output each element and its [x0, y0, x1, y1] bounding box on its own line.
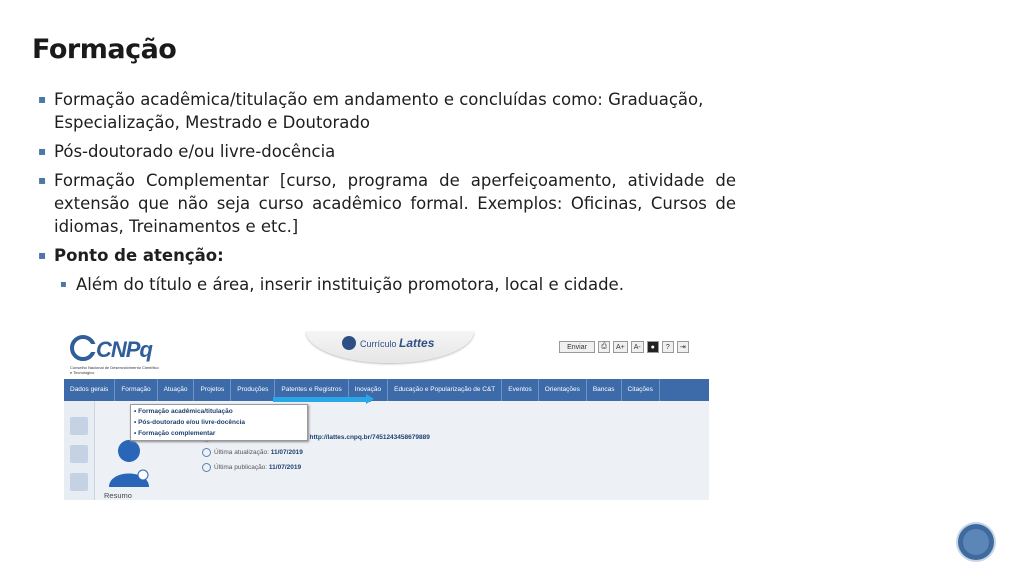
nav-item-citacoes[interactable]: Citações	[622, 379, 660, 401]
nav-item-projetos[interactable]: Projetos	[194, 379, 231, 401]
print-icon[interactable]: ⎙	[598, 341, 610, 353]
badge-inner-circle	[963, 529, 989, 555]
nav-item-producoes[interactable]: Produções	[231, 379, 275, 401]
bullet-text: Ponto de atenção:	[54, 246, 224, 265]
resumo-heading[interactable]: Resumo	[104, 491, 132, 500]
update-icon	[202, 448, 211, 457]
nav-item-formacao[interactable]: Formação	[115, 379, 157, 401]
square-bullet-icon: ▪	[60, 279, 67, 290]
bullet-item	[36, 88, 736, 134]
sub-bullet-item	[58, 273, 736, 296]
toolbar	[559, 341, 689, 355]
square-bullet-icon: ▪	[38, 248, 47, 262]
square-bullet-icon: ▪	[38, 173, 47, 187]
send-button[interactable]: Enviar	[559, 341, 595, 353]
last-publication-row	[202, 463, 301, 472]
bullet-text: Formação acadêmica/titulação em andamento e concluídas como: Graduação, Especialização, Mestrado e Doutorado	[54, 90, 704, 132]
cnpq-logo	[70, 335, 160, 375]
exit-button[interactable]: ⇥	[677, 341, 689, 353]
cv-address-link[interactable]: http://lattes.cnpq.br/7451243458679889	[309, 434, 430, 442]
square-bullet-icon: ▪	[38, 144, 47, 158]
font-decrease-button[interactable]: A-	[631, 341, 644, 353]
slide-number-badge	[958, 524, 994, 560]
square-bullet-icon: ▪	[38, 92, 47, 106]
cnpq-logo-text: CNPq	[96, 337, 152, 362]
curriculo-lattes-banner	[306, 331, 474, 363]
contrast-icon[interactable]: ●	[647, 341, 659, 353]
nav-item-eventos[interactable]: Eventos	[502, 379, 539, 401]
side-panel	[64, 401, 95, 500]
bullet-list	[36, 88, 736, 302]
nav-item-dados-gerais[interactable]: Dados gerais	[64, 379, 115, 401]
slide-title: Formação	[32, 34, 177, 65]
banner-prefix: Currículo	[360, 339, 397, 349]
bullet-item	[36, 169, 736, 238]
banner-name: Lattes	[399, 336, 435, 350]
bullet-text: Formação Complementar [curso, programa de aperfeiçoamento, atividade de extensão que não seja curso acadêmico formal. Exemplos: Oficinas, Cursos de idiomas, Treinamentos e etc.]	[54, 171, 736, 236]
avatar	[105, 435, 153, 487]
id-card-icon[interactable]	[70, 473, 88, 491]
nav-item-educacao[interactable]: Educação e Popularização de C&T	[388, 379, 502, 401]
menu-item-formacao-academica[interactable]: • Formação acadêmica/titulação	[134, 408, 233, 415]
star-icon[interactable]	[70, 417, 88, 435]
font-increase-button[interactable]: A+	[613, 341, 628, 353]
cnpq-logo-mark-icon	[70, 335, 96, 361]
nav-item-bancas[interactable]: Bancas	[587, 379, 622, 401]
lattes-logo-icon	[342, 336, 356, 350]
publication-icon	[202, 463, 211, 472]
bullet-text: Pós-doutorado e/ou livre-docência	[54, 142, 336, 161]
last-update-label: Última atualização:	[214, 449, 269, 457]
main-navbar	[64, 379, 709, 401]
help-button[interactable]: ?	[662, 341, 674, 353]
last-update-row	[202, 448, 303, 457]
bullet-item	[36, 244, 736, 267]
document-icon[interactable]	[70, 445, 88, 463]
menu-item-pos-doutorado[interactable]: • Pós-doutorado e/ou livre-docência	[134, 419, 245, 426]
nav-item-patentes[interactable]: Patentes e Registros	[275, 379, 348, 401]
arrow-head-icon	[366, 394, 374, 404]
bullet-text: Além do título e área, inserir instituição promotora, local e cidade.	[76, 275, 624, 294]
formacao-dropdown-menu	[130, 404, 308, 441]
last-publication-label: Última publicação:	[214, 464, 268, 472]
lattes-label	[360, 336, 434, 350]
lattes-screenshot	[64, 331, 709, 500]
last-publication-value: 11/07/2019	[268, 464, 302, 472]
nav-item-atuacao[interactable]: Atuação	[158, 379, 195, 401]
arrow-annotation	[273, 397, 371, 402]
menu-item-formacao-complementar[interactable]: • Formação complementar	[134, 430, 216, 437]
bullet-item	[36, 140, 736, 163]
nav-item-inovacao[interactable]: Inovação	[349, 379, 388, 401]
cnpq-logo-subtitle: Conselho Nacional de Desenvolvimento Científico e Tecnológico	[70, 365, 159, 375]
last-update-value: 11/07/2019	[270, 449, 303, 457]
nav-item-orientacoes[interactable]: Orientações	[539, 379, 587, 401]
